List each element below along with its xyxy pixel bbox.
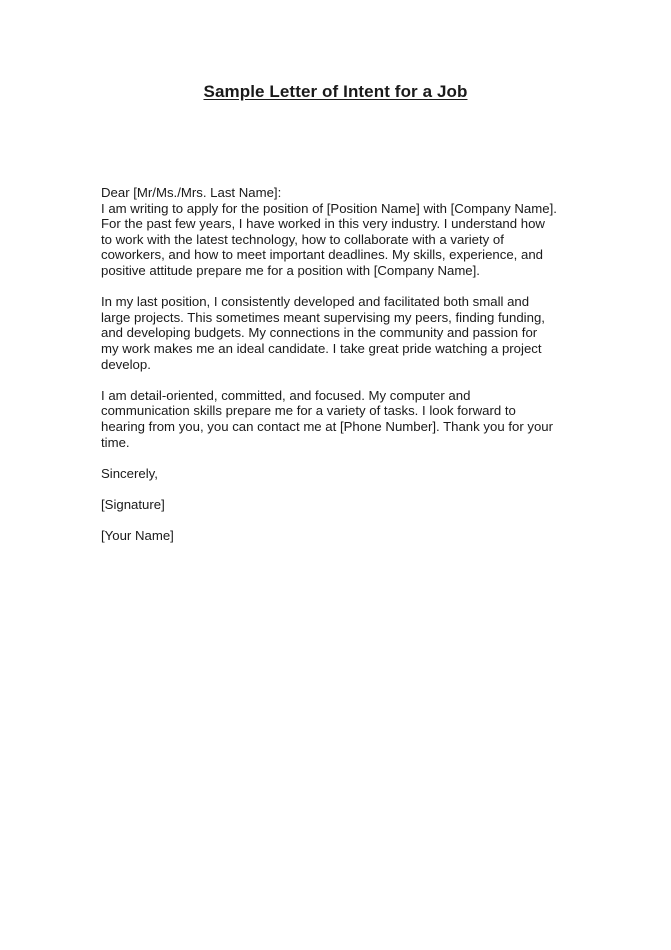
paragraph-3 (101, 388, 571, 450)
paragraph-spacer (101, 481, 571, 497)
paragraph-spacer (101, 450, 571, 466)
paragraph-line: In my last position, I consistently developed and facilitated both small and (101, 294, 530, 310)
paragraph-line: develop. (101, 356, 151, 372)
paragraph-line: positive attitude prepare me for a position with [Company Name]. (101, 262, 480, 278)
closing: Sincerely, (101, 465, 158, 481)
paragraph-line: large projects. This sometimes meant supervising my peers, finding funding, (101, 309, 545, 325)
document-title: Sample Letter of Intent for a Job (203, 82, 468, 101)
paragraph-line: coworkers, and how to meet important deadlines. My skills, experience, and (101, 247, 543, 263)
salutation: Dear [Mr/Ms./Mrs. Last Name]: (101, 185, 282, 200)
signature-placeholder: [Signature] (101, 496, 165, 512)
paragraph-spacer (101, 279, 571, 295)
paragraph-line: I am writing to apply for the position of [Position Name] with [Company Name]. (101, 200, 557, 216)
paragraph-line: to work with the latest technology, how to collaborate with a variety of (101, 231, 504, 247)
paragraph-spacer (101, 512, 571, 528)
paragraph-line: communication skills prepare me for a variety of tasks. I look forward to (101, 403, 516, 419)
paragraph-line: my work makes me an ideal candidate. I take great pride watching a project (101, 340, 542, 356)
paragraph-line: time. (101, 434, 130, 450)
paragraph-2 (101, 294, 571, 372)
paragraph-line: and developing budgets. My connections in the community and passion for (101, 325, 538, 341)
paragraph-spacer (101, 372, 571, 388)
letter-body (101, 185, 571, 544)
paragraph-1 (101, 201, 571, 279)
paragraph-line: hearing from you, you can contact me at [Phone Number]. Thank you for your (101, 418, 554, 434)
paragraph-line: For the past few years, I have worked in this very industry. I understand how (101, 216, 545, 232)
name-placeholder: [Your Name] (101, 528, 174, 544)
paragraph-line: I am detail-oriented, committed, and focused. My computer and (101, 387, 471, 403)
